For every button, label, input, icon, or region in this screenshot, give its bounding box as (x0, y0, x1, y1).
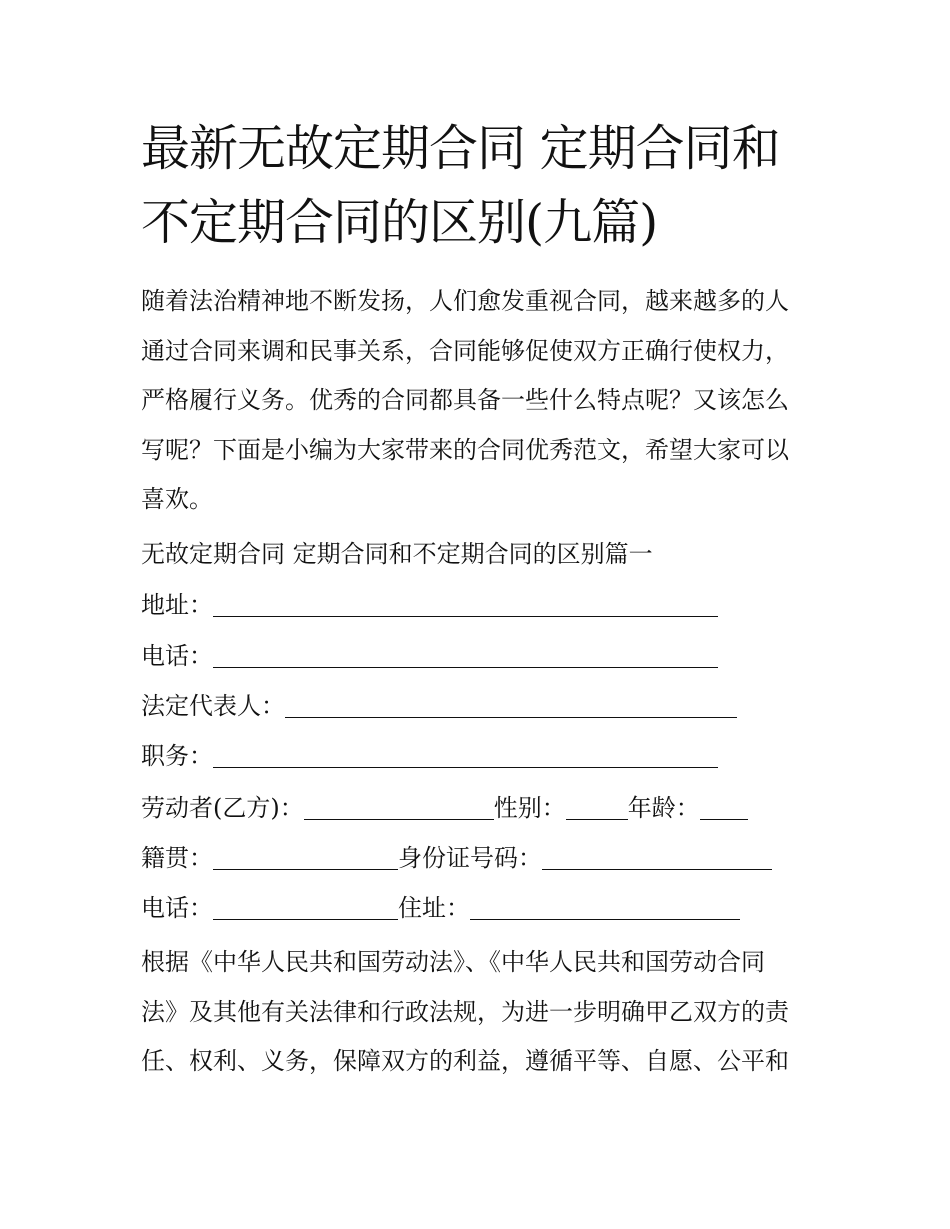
basis-paragraph (141, 938, 821, 1087)
address-field (141, 585, 718, 625)
phone-label: 电话： (141, 642, 213, 670)
address-label: 地址： (141, 591, 213, 619)
position-blank (213, 741, 718, 768)
worker-label: 劳动者(乙方)： (141, 794, 304, 822)
phone-blank (213, 641, 718, 668)
gender-blank (566, 793, 628, 820)
intro-line: 严格履行义务。优秀的合同都具备一些什么特点呢？又该怎么 (141, 386, 789, 414)
residence-label: 住址： (398, 894, 470, 922)
worker-name-blank (304, 793, 494, 820)
worker-field (141, 788, 748, 828)
phone2-field (141, 888, 740, 928)
legal-representative-blank (285, 691, 737, 718)
title-line: 最新无故定期合同 定期合同和 (141, 120, 780, 177)
age-label: 年龄： (627, 794, 700, 822)
document-title (141, 112, 821, 260)
intro-line: 通过合同来调和民事关系，合同能够促使双方正确行使权力， (141, 336, 789, 365)
phone2-label: 电话： (141, 894, 213, 922)
phone-field (141, 636, 718, 676)
legal-representative-label: 法定代表人： (141, 692, 285, 720)
native-place-field (141, 838, 772, 878)
intro-line: 喜欢。 (141, 485, 213, 513)
title-line: 不定期合同的区别(九篇) (141, 194, 658, 251)
address-blank (213, 590, 718, 617)
id-number-blank (542, 843, 772, 870)
position-field (141, 736, 718, 776)
basis-line: 任、权利、义务，保障双方的利益，遵循平等、自愿、公平和 (141, 1047, 789, 1075)
residence-blank (470, 893, 740, 920)
id-number-label: 身份证号码： (398, 844, 542, 872)
gender-label: 性别： (493, 794, 566, 822)
section-heading: 无故定期合同 定期合同和不定期合同的区别篇一 (141, 540, 653, 568)
position-label: 职务： (141, 742, 213, 770)
age-blank (700, 793, 748, 820)
intro-line: 写呢？下面是小编为大家带来的合同优秀范文，希望大家可以 (141, 435, 789, 464)
basis-line: 法》及其他有关法律和行政法规，为进一步明确甲乙双方的责 (141, 997, 789, 1026)
intro-line: 随着法治精神地不断发扬，人们愈发重视合同，越来越多的人 (141, 287, 789, 315)
intro-paragraph (141, 277, 821, 525)
basis-line: 根据《中华人民共和国劳动法》、《中华人民共和国劳动合同 (141, 948, 765, 976)
legal-representative-field (141, 686, 737, 726)
phone2-blank (213, 893, 398, 920)
native-place-blank (213, 843, 398, 870)
native-place-label: 籍贯： (141, 844, 213, 872)
